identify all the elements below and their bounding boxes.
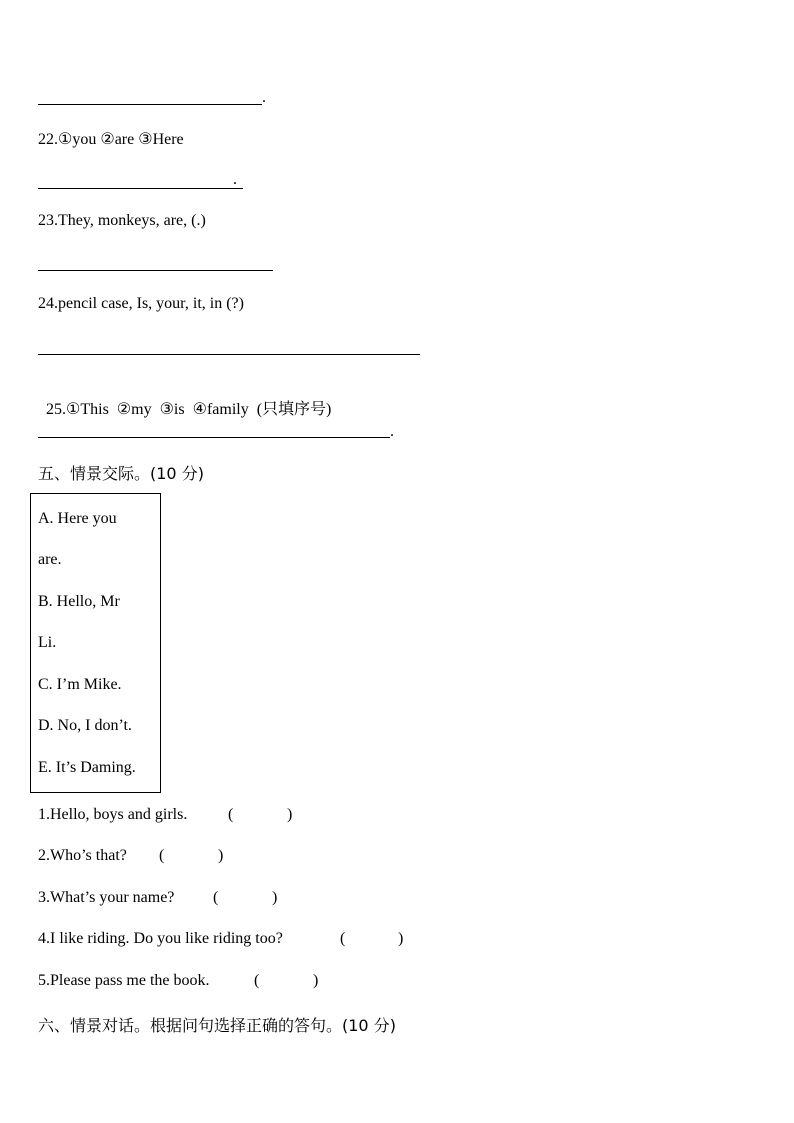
dialog-question-3: 3.What’s your name? <box>38 889 175 906</box>
option-b-line1: B. Hello, Mr <box>38 593 120 610</box>
dialog-question-2-close-paren: ) <box>218 847 224 864</box>
dialog-question-5-open-paren: ( <box>254 972 260 989</box>
option-c: C. I’m Mike. <box>38 676 122 693</box>
dialog-question-1-open-paren: ( <box>228 806 234 823</box>
dialog-question-4-close-paren: ) <box>398 930 404 947</box>
answer-line-25[interactable] <box>38 437 390 438</box>
dialog-answer-5[interactable] <box>264 990 310 991</box>
question-22-number: 22. <box>38 131 58 148</box>
option-a-line2: are. <box>38 551 62 568</box>
answer-line-22[interactable] <box>38 188 243 189</box>
answer-line-21[interactable] <box>38 104 262 105</box>
option-e: E. It’s Daming. <box>38 759 136 776</box>
dialog-answer-4[interactable] <box>350 948 396 949</box>
question-23 <box>38 212 206 230</box>
answer-line-23[interactable] <box>38 270 273 271</box>
question-23-number: 23. <box>38 212 58 229</box>
dialog-question-4: 4.I like riding. Do you like riding too? <box>38 930 283 947</box>
option-a-line1: A. Here you <box>38 510 117 527</box>
answer-line-22-period: . <box>233 171 237 188</box>
section-5-title: 五、情景交际。(10 分) <box>38 464 204 483</box>
dialog-question-5-close-paren: ) <box>313 972 319 989</box>
question-23-text: They, monkeys, are, (.) <box>58 212 206 229</box>
dialog-question-3-close-paren: ) <box>272 889 278 906</box>
dialog-question-1-close-paren: ) <box>287 806 293 823</box>
dialog-question-2: 2.Who’s that? <box>38 847 127 864</box>
question-24-text: pencil case, Is, your, it, in (?) <box>58 295 244 312</box>
dialog-question-1: 1.Hello, boys and girls. <box>38 806 188 823</box>
option-d: D. No, I don’t. <box>38 717 132 734</box>
question-25 <box>38 378 331 419</box>
dialog-question-5: 5.Please pass me the book. <box>38 972 210 989</box>
question-22-text: ①you ②are ③Here <box>58 131 184 148</box>
dialog-answer-3[interactable] <box>223 907 269 908</box>
dialog-question-4-open-paren: ( <box>340 930 346 947</box>
answer-line-21-period: . <box>262 89 266 106</box>
option-b-line2: Li. <box>38 634 57 651</box>
question-24-number: 24. <box>38 295 58 312</box>
dialog-question-2-open-paren: ( <box>159 847 165 864</box>
question-22 <box>38 129 184 149</box>
question-25-number: 25. <box>46 401 66 418</box>
answer-line-25-period: . <box>390 423 394 440</box>
section-6-title: 六、情景对话。根据问句选择正确的答句。(10 分) <box>38 1016 396 1035</box>
dialog-answer-1[interactable] <box>238 824 284 825</box>
dialog-question-3-open-paren: ( <box>213 889 219 906</box>
answer-line-24[interactable] <box>38 354 420 355</box>
question-24 <box>38 295 244 313</box>
question-25-text: ①This ②my ③is ④family (只填序号) <box>66 401 332 418</box>
dialog-answer-2[interactable] <box>169 865 215 866</box>
